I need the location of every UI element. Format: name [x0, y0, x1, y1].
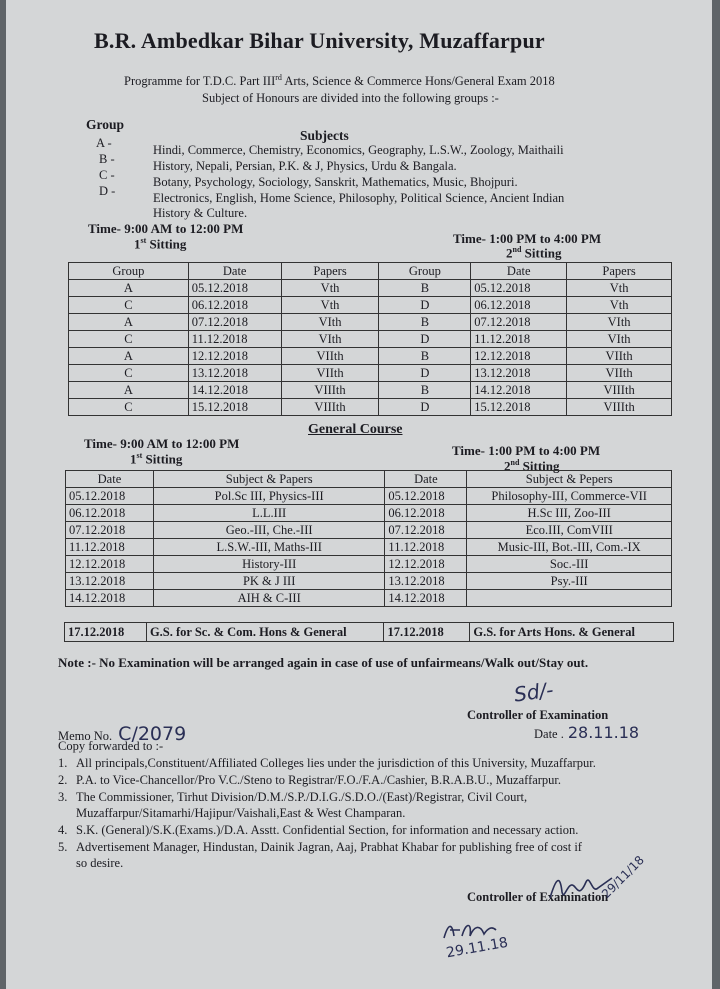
table-cell: G.S. for Sc. & Com. Hons & General	[146, 623, 384, 642]
table-row	[66, 573, 672, 590]
table-cell: VIIIth	[281, 399, 379, 416]
controller-title: Controller of Examination	[467, 708, 609, 722]
general-course-title: General Course	[308, 422, 403, 437]
table-row	[66, 488, 672, 505]
table-cell: C	[69, 399, 189, 416]
table-cell: Vth	[567, 280, 672, 297]
table-cell: VIIth	[567, 348, 672, 365]
table-cell: B	[379, 348, 471, 365]
table-cell: 05.12.2018	[188, 280, 281, 297]
group-subjects: History, Nepali, Persian, P.K. & J, Physics, Urdu & Bangala.	[153, 159, 457, 173]
table-cell: B	[379, 382, 471, 399]
table-row	[69, 382, 672, 399]
table-cell: D	[379, 297, 471, 314]
group-subjects: Botany, Psychology, Sociology, Sanskrit, Mathematics, Music, Bhojpuri.	[153, 175, 518, 189]
table-cell: A	[69, 348, 189, 365]
table-cell: C	[69, 331, 189, 348]
honours-sitting-second: 2nd Sitting	[506, 245, 562, 261]
table-cell: 12.12.2018	[385, 556, 467, 573]
table-cell: VIth	[281, 331, 379, 348]
honours-time-second: Time- 1:00 PM to 4:00 PM	[453, 231, 602, 246]
table-row	[66, 522, 672, 539]
table-cell: VIIIth	[567, 399, 672, 416]
footer-controller-title: Controller of Examination	[467, 890, 609, 904]
copy-forwarded-label: Copy forwarded to :-	[58, 739, 164, 753]
general-time-first: Time- 9:00 AM to 12:00 PM	[84, 436, 240, 451]
general-time-second: Time- 1:00 PM to 4:00 PM	[452, 443, 601, 458]
table-cell: 14.12.2018	[188, 382, 281, 399]
group-header: Group	[86, 117, 125, 132]
table-cell: 06.12.2018	[66, 505, 154, 522]
list-item: 2. P.A. to Vice-Chancellor/Pro V.C./Steno to Registrar/F.O./F.A./Cashier, B.R.A.B.U., Muzaffarpur.	[58, 773, 562, 787]
table-cell: C	[69, 365, 189, 382]
table-cell: 06.12.2018	[385, 505, 467, 522]
list-item: 5. Advertisement Manager, Hindustan, Dainik Jagran, Aaj, Prabhat Khabar for publishing free of cost if	[58, 840, 582, 854]
table-row	[69, 280, 672, 297]
table-cell: 17.12.2018	[65, 623, 147, 642]
table-header-row	[66, 471, 672, 488]
table-cell: VIIIth	[567, 382, 672, 399]
note-text: Note :- No Examination will be arranged again in case of use of unfairmeans/Walk out/Stay out.	[58, 655, 589, 670]
table-cell: VIIth	[281, 348, 379, 365]
table-row	[65, 623, 674, 642]
table-cell: 07.12.2018	[385, 522, 467, 539]
general-table	[65, 470, 672, 607]
table-cell: B	[379, 314, 471, 331]
table-cell: Eco.III, ComVIII	[467, 522, 672, 539]
table-cell: VIth	[567, 331, 672, 348]
list-item: Muzaffarpur/Sitamarhi/Hajipur/Vaishali,East & West Champaran.	[76, 806, 406, 820]
group-letter: B -	[99, 152, 115, 166]
table-cell: VIIth	[567, 365, 672, 382]
table-row	[69, 297, 672, 314]
list-item: so desire.	[76, 856, 124, 870]
column-header: Papers	[281, 263, 379, 280]
table-cell: D	[379, 365, 471, 382]
table-cell: L.S.W.-III, Maths-III	[153, 539, 384, 556]
table-cell: 13.12.2018	[385, 573, 467, 590]
column-header: Subject & Papers	[153, 471, 384, 488]
table-cell: Vth	[567, 297, 672, 314]
table-cell: Philosophy-III, Commerce-VII	[467, 488, 672, 505]
table-cell: A	[69, 382, 189, 399]
group-letter: A -	[96, 136, 112, 150]
table-cell: 07.12.2018	[188, 314, 281, 331]
list-item: 1. All principals,Constituent/Affiliated Colleges lies under the jurisdiction of this University, Muzaffarpur.	[58, 756, 596, 770]
column-header: Subject & Pepers	[467, 471, 672, 488]
table-cell: L.L.III	[153, 505, 384, 522]
table-cell: D	[379, 399, 471, 416]
table-cell: 14.12.2018	[471, 382, 567, 399]
table-cell	[467, 590, 672, 607]
subjects-header: Subjects	[300, 128, 349, 143]
table-row	[69, 365, 672, 382]
table-row	[66, 505, 672, 522]
table-cell: 14.12.2018	[385, 590, 467, 607]
group-subjects: Hindi, Commerce, Chemistry, Economics, Geography, L.S.W., Zoology, Maithaili	[153, 143, 564, 157]
table-cell: D	[379, 331, 471, 348]
table-cell: 11.12.2018	[471, 331, 567, 348]
table-cell: Psy.-III	[467, 573, 672, 590]
table-cell: VIIIth	[281, 382, 379, 399]
table-cell: Vth	[281, 297, 379, 314]
honours-time-first: Time- 9:00 AM to 12:00 PM	[88, 221, 244, 236]
table-cell: Vth	[281, 280, 379, 297]
table-cell: 07.12.2018	[66, 522, 154, 539]
table-cell: Geo.-III, Che.-III	[153, 522, 384, 539]
table-cell: 06.12.2018	[471, 297, 567, 314]
group-subjects-continuation: History & Culture.	[153, 206, 248, 220]
signature-date: 29/11/18	[598, 852, 647, 902]
gs-table	[64, 622, 674, 642]
table-cell: B	[379, 280, 471, 297]
table-cell: 15.12.2018	[471, 399, 567, 416]
table-row	[69, 314, 672, 331]
table-cell: 12.12.2018	[188, 348, 281, 365]
sd-handwriting: Sd/-	[512, 677, 555, 707]
initials-date: 29.11.18	[445, 934, 510, 962]
column-header: Papers	[567, 263, 672, 280]
table-cell: 11.12.2018	[385, 539, 467, 556]
column-header: Date	[471, 263, 567, 280]
date-line: Date . 28.11.18	[534, 723, 640, 742]
group-subjects: Electronics, English, Home Science, Philosophy, Political Science, Ancient Indian	[153, 191, 565, 205]
table-row	[66, 556, 672, 573]
table-cell: Pol.Sc III, Physics-III	[153, 488, 384, 505]
programme-line: Programme for T.D.C. Part IIIrd Arts, Science & Commerce Hons/General Exam 2018	[124, 73, 555, 89]
table-cell: Soc.-III	[467, 556, 672, 573]
column-header: Group	[69, 263, 189, 280]
table-cell: 05.12.2018	[385, 488, 467, 505]
table-cell: 12.12.2018	[66, 556, 154, 573]
table-cell: 13.12.2018	[66, 573, 154, 590]
column-header: Date	[66, 471, 154, 488]
table-cell: 07.12.2018	[471, 314, 567, 331]
table-cell: 14.12.2018	[66, 590, 154, 607]
table-cell: PK & J III	[153, 573, 384, 590]
table-cell: History-III	[153, 556, 384, 573]
table-cell: 06.12.2018	[188, 297, 281, 314]
table-cell: 11.12.2018	[66, 539, 154, 556]
table-cell: VIth	[281, 314, 379, 331]
memo-line: Memo No. C/2079	[58, 723, 187, 745]
table-cell: 05.12.2018	[66, 488, 154, 505]
group-letter: C -	[99, 168, 115, 182]
general-sitting-first: 1st Sitting	[130, 451, 183, 467]
group-letter: D -	[99, 184, 116, 198]
document-page	[6, 0, 712, 989]
table-row	[66, 539, 672, 556]
university-title: B.R. Ambedkar Bihar University, Muzaffarpur	[94, 28, 545, 53]
table-row	[69, 331, 672, 348]
table-cell: 11.12.2018	[188, 331, 281, 348]
table-cell: Music-III, Bot.-III, Com.-IX	[467, 539, 672, 556]
general-sitting-second: 2nd Sitting	[504, 458, 560, 474]
table-cell: A	[69, 314, 189, 331]
table-row	[69, 399, 672, 416]
table-cell: 15.12.2018	[188, 399, 281, 416]
list-item: 4. S.K. (General)/S.K.(Exams.)/D.A. Asstt. Confidential Section, for information and necessary action.	[58, 823, 579, 837]
table-cell: VIth	[567, 314, 672, 331]
table-cell: VIIth	[281, 365, 379, 382]
list-item: 3. The Commissioner, Tirhut Division/D.M./S.P./D.I.G./S.D.O./(East)/Registrar, Civil Court,	[58, 790, 528, 804]
table-cell: 13.12.2018	[188, 365, 281, 382]
subject-line: Subject of Honours are divided into the following groups :-	[202, 91, 499, 105]
column-header: Group	[379, 263, 471, 280]
table-header-row	[69, 263, 672, 280]
table-cell: 13.12.2018	[471, 365, 567, 382]
honours-table	[68, 262, 672, 416]
table-cell: 12.12.2018	[471, 348, 567, 365]
table-cell: H.Sc III, Zoo-III	[467, 505, 672, 522]
table-cell: 17.12.2018	[384, 623, 470, 642]
table-row	[66, 590, 672, 607]
column-header: Date	[385, 471, 467, 488]
table-cell: A	[69, 280, 189, 297]
table-cell: 05.12.2018	[471, 280, 567, 297]
column-header: Date	[188, 263, 281, 280]
table-cell: G.S. for Arts Hons. & General	[470, 623, 674, 642]
table-row	[69, 348, 672, 365]
honours-sitting-first: 1st Sitting	[134, 236, 187, 252]
table-cell: C	[69, 297, 189, 314]
table-cell: AIH & C-III	[153, 590, 384, 607]
